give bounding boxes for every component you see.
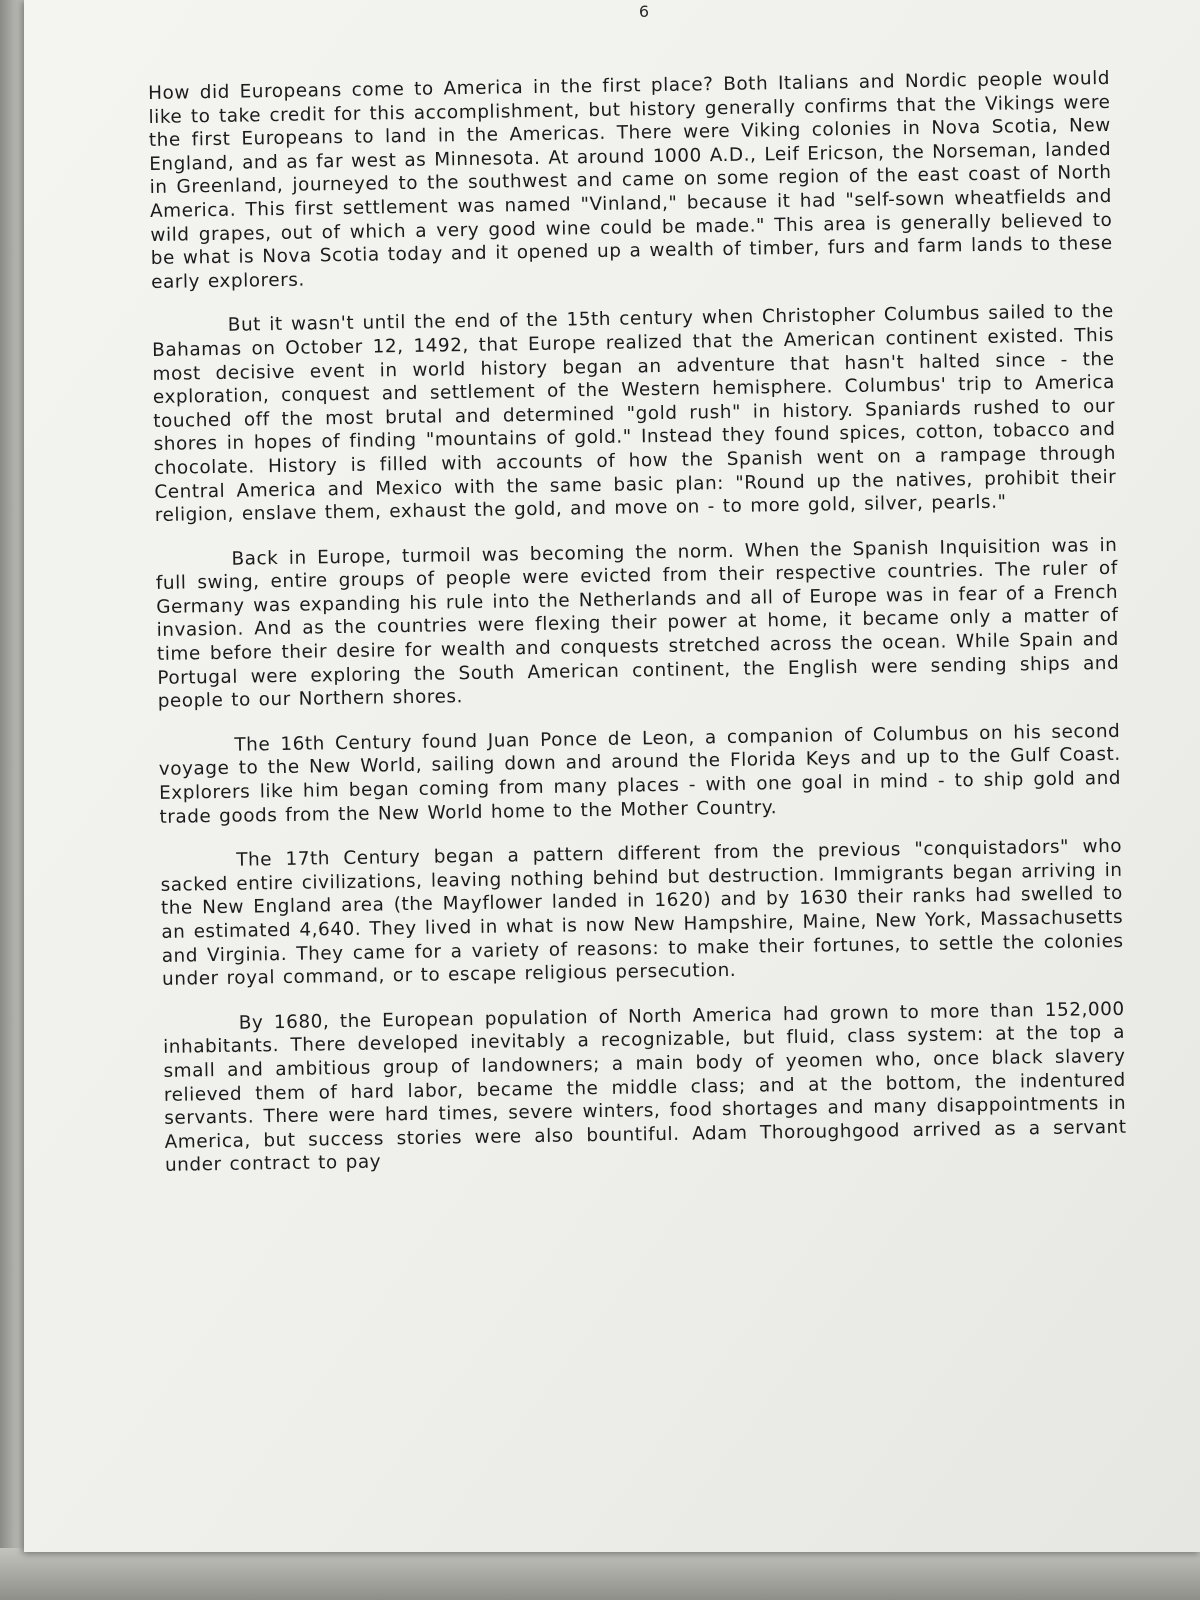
paragraph-17th-century: The 17th Century began a pattern different from the previous "conquistadors" who sacked entire civilizations, leaving nothing behind but destruction. Immigrants began arriving in the New England area (the Mayflower landed in 1620) and by 1630 their ranks had swelled to an estimated 4,640. They lived in what is now New Hampshire, Maine, New York, Massachusetts and Virginia. They came for a variety of reasons: to make their fortunes, to settle the colonies under royal command, or to escape religious persecution. — [160, 836, 1124, 991]
paragraph-columbus: But it wasn't until the end of the 15th century when Christopher Columbus sailed to the Bahamas on October 12, 1492, that Europe realized that the American continent existed. This most decisive event in world history began an adventure that hasn't halted since - the exploration, conquest and settlement of the Western hemisphere. Columbus' trip to America touched off the most brutal and determined "gold rush" in history. Spaniards rushed to our shores in hopes of finding "mountains of gold." Instead they found spices, cotton, tobacco and chocolate. History is filled with accounts of how the Spanish went on a rampage through Central America and Mexico with the same basic plan: "Round up the natives, prohibit their religion, enslave them, exhaust the gold, and move on - to more gold, silver, pearls." — [152, 301, 1117, 527]
paragraph-16th-century: The 16th Century found Juan Ponce de Leon, a companion of Columbus on his second voyage to the New World, sailing down and around the Florida Keys and up to the Gulf Coast. Explorers like him began coming from many places - with one goal in mind - to ship gold and trade goods from the New World home to the Mother Country. — [158, 720, 1122, 828]
paragraph-europe-turmoil: Back in Europe, turmoil was becoming the norm. When the Spanish Inquisition was in full swing, entire groups of people were evicted from their respective countries. The ruler of Germany was expanding his rule into the Netherlands and all of Europe was in fear of a French invasion. And as the countries were flexing their power at home, it became only a matter of time before their desire for wealth and conquests stretched across the ocean. While Spain and Portugal were exploring the South American continent, the English were sending ships and people to our Northern shores. — [155, 534, 1120, 713]
paragraph-vikings: How did Europeans come to America in the first place? Both Italians and Nordic people would like to take credit for this accomplishment, but history generally confirms that the Vikings were the first Europeans to land in the Americas. There were Viking colonies in Nova Scotia, New England, and as far west as Minnesota. At around 1000 A.D., Leif Ericson, the Norseman, landed in Greenland, journeyed to the southwest and came on some region of the east coast of North America. This first settlement was named "Vinland," because it had "self-sown wheatfields and wild grapes, out of which a very good wine could be made." This area is generally believed to be what is Nova Scotia today and it opened up a wealth of timber, furs and farm lands to these early explorers. — [148, 67, 1113, 293]
paragraph-1680-population: By 1680, the European population of North America had grown to more than 152,000 inhabitants. There developed inevitably a recognizable, but fluid, class system: at the top a small and ambitious group of landowners; a main body of yeomen who, once black slavery relieved them of hard labor, became the middle class; and at the bottom, the indentured servants. There were hard times, severe winters, food shortages and many disappointments in America, but success stories were also bountiful. Adam Thoroughgood arrived as a servant under contract to pay — [163, 998, 1127, 1177]
surface-below-page — [0, 1548, 1200, 1600]
document-page — [24, 0, 1200, 1552]
page-number: 6 — [638, 2, 650, 21]
binding-shadow — [0, 0, 26, 1600]
body-text — [148, 67, 1127, 1199]
